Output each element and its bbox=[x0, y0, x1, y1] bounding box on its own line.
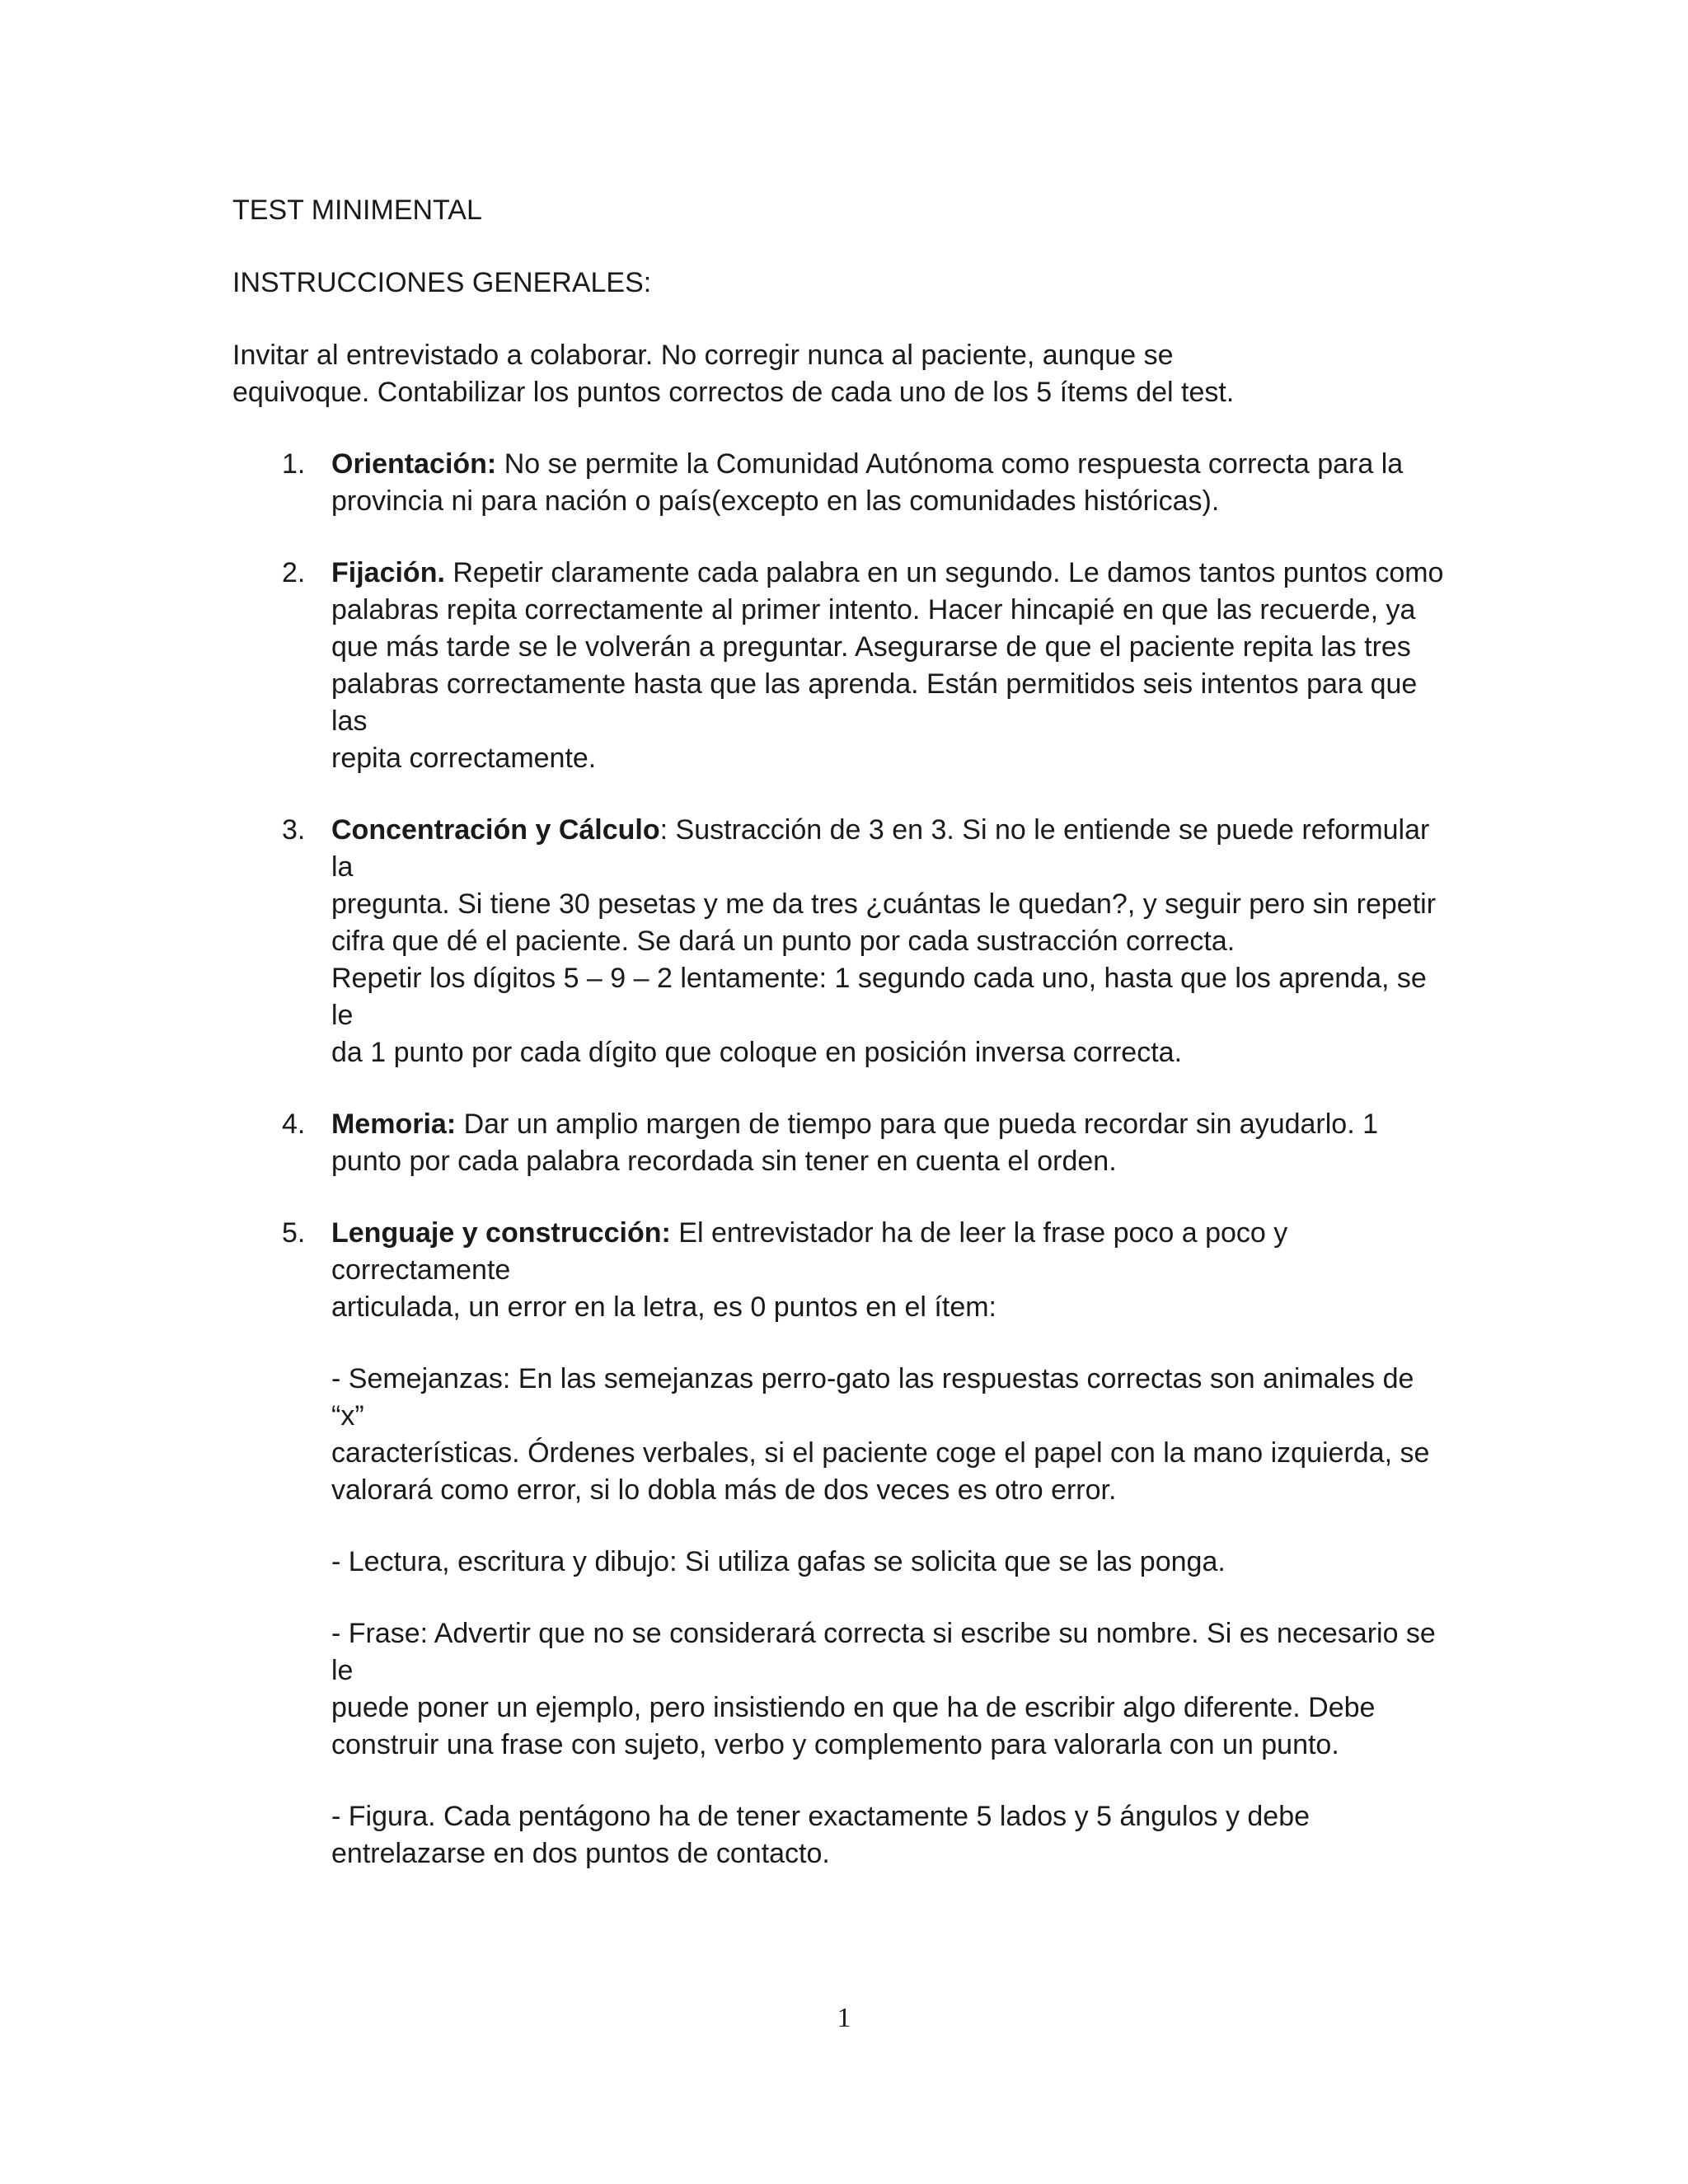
intro-line: equivoque. Contabilizar los puntos correctos de cada uno de los 5 ítems del test. bbox=[232, 377, 1235, 408]
item-heading: Orientación: bbox=[331, 448, 497, 480]
sub-block-frase bbox=[331, 1615, 1452, 1764]
sub-line: valorará como error, si lo dobla más de dos veces es otro error. bbox=[331, 1474, 1117, 1506]
item-line: da 1 punto por cada dígito que coloque en posición inversa correcta. bbox=[331, 1037, 1183, 1068]
item-number: 3. bbox=[282, 814, 306, 846]
item-number: 4. bbox=[282, 1108, 306, 1140]
item-line: palabras repita correctamente al primer intento. Hacer hincapié en que las recuerde, ya bbox=[331, 594, 1416, 626]
sub-line: - Frase: Advertir que no se considerará correcta si escribe su nombre. Si es necesario se le bbox=[331, 1618, 1436, 1686]
item-line bbox=[331, 812, 1452, 886]
item-line bbox=[331, 1215, 1452, 1289]
document-title: TEST MINIMENTAL bbox=[232, 194, 482, 226]
item-text: Dar un amplio margen de tiempo para que pueda recordar sin ayudarlo. 1 bbox=[456, 1108, 1379, 1140]
item-line bbox=[331, 446, 1452, 483]
item-number: 1. bbox=[282, 448, 306, 480]
sub-block-figura bbox=[331, 1798, 1452, 1872]
item-line: palabras correctamente hasta que las aprenda. Están permitidos seis intentos para que las bbox=[331, 668, 1418, 737]
item-heading: Memoria: bbox=[331, 1108, 457, 1140]
list-item-concentracion bbox=[232, 812, 1452, 1071]
sub-line: - Semejanzas: En las semejanzas perro-gato las respuestas correctas son animales de “x” bbox=[331, 1363, 1414, 1432]
sub-line: - Figura. Cada pentágono ha de tener exactamente 5 lados y 5 ángulos y debe bbox=[331, 1801, 1311, 1832]
item-line: pregunta. Si tiene 30 pesetas y me da tres ¿cuántas le quedan?, y seguir pero sin repetir bbox=[331, 888, 1437, 920]
document-page bbox=[232, 192, 1452, 1907]
page-number: 1 bbox=[837, 2003, 851, 2033]
item-line: repita correctamente. bbox=[331, 743, 597, 774]
list-item-orientacion bbox=[232, 446, 1452, 520]
list-item-fijacion bbox=[232, 555, 1452, 777]
item-heading: Fijación. bbox=[331, 557, 445, 588]
item-line: que más tarde se le volverán a preguntar. Asegurarse de que el paciente repita las tres bbox=[331, 631, 1411, 663]
item-line bbox=[331, 555, 1452, 592]
item-text: El entrevistador ha de leer la frase poco a poco y correctamente bbox=[331, 1217, 1288, 1286]
list-item-lenguaje bbox=[232, 1215, 1452, 1872]
item-heading: Lenguaje y construcción: bbox=[331, 1217, 671, 1249]
intro-paragraph bbox=[232, 337, 1452, 411]
item-text: No se permite la Comunidad Autónoma como respuesta correcta para la bbox=[496, 448, 1404, 480]
sub-block-lectura bbox=[331, 1544, 1452, 1581]
item-number: 5. bbox=[282, 1217, 306, 1249]
item-line: articulada, un error en la letra, es 0 puntos en el ítem: bbox=[331, 1291, 997, 1323]
sub-line: entrelazarse en dos puntos de contacto. bbox=[331, 1838, 830, 1869]
sub-line: características. Órdenes verbales, si el paciente coge el papel con la mano izquierda, se bbox=[331, 1437, 1430, 1469]
numbered-list bbox=[232, 446, 1452, 1872]
item-number: 2. bbox=[282, 557, 306, 588]
sub-block-semejanzas bbox=[331, 1361, 1452, 1509]
sub-line: puede poner un ejemplo, pero insistiendo en que ha de escribir algo diferente. Debe bbox=[331, 1692, 1376, 1723]
sub-line: construir una frase con sujeto, verbo y complemento para valorarla con un punto. bbox=[331, 1729, 1339, 1760]
item-line: provincia ni para nación o país(excepto en las comunidades históricas). bbox=[331, 485, 1220, 517]
item-line: Repetir los dígitos 5 – 9 – 2 lentamente: 1 segundo cada uno, hasta que los aprenda, se le bbox=[331, 963, 1427, 1031]
item-line bbox=[331, 1106, 1452, 1143]
instructions-heading: INSTRUCCIONES GENERALES: bbox=[232, 267, 652, 298]
intro-line: Invitar al entrevistado a colaborar. No corregir nunca al paciente, aunque se bbox=[232, 340, 1174, 371]
list-item-memoria bbox=[232, 1106, 1452, 1180]
item-heading: Concentración y Cálculo bbox=[331, 814, 660, 846]
item-line: punto por cada palabra recordada sin tener en cuenta el orden. bbox=[331, 1146, 1117, 1177]
item-line: cifra que dé el paciente. Se dará un punto por cada sustracción correcta. bbox=[331, 926, 1236, 957]
item-text: : Sustracción de 3 en 3. Si no le entiende se puede reformular la bbox=[331, 814, 1430, 883]
item-text: Repetir claramente cada palabra en un segundo. Le damos tantos puntos como bbox=[444, 557, 1444, 588]
sub-line: - Lectura, escritura y dibujo: Si utiliza gafas se solicita que se las ponga. bbox=[331, 1546, 1226, 1577]
